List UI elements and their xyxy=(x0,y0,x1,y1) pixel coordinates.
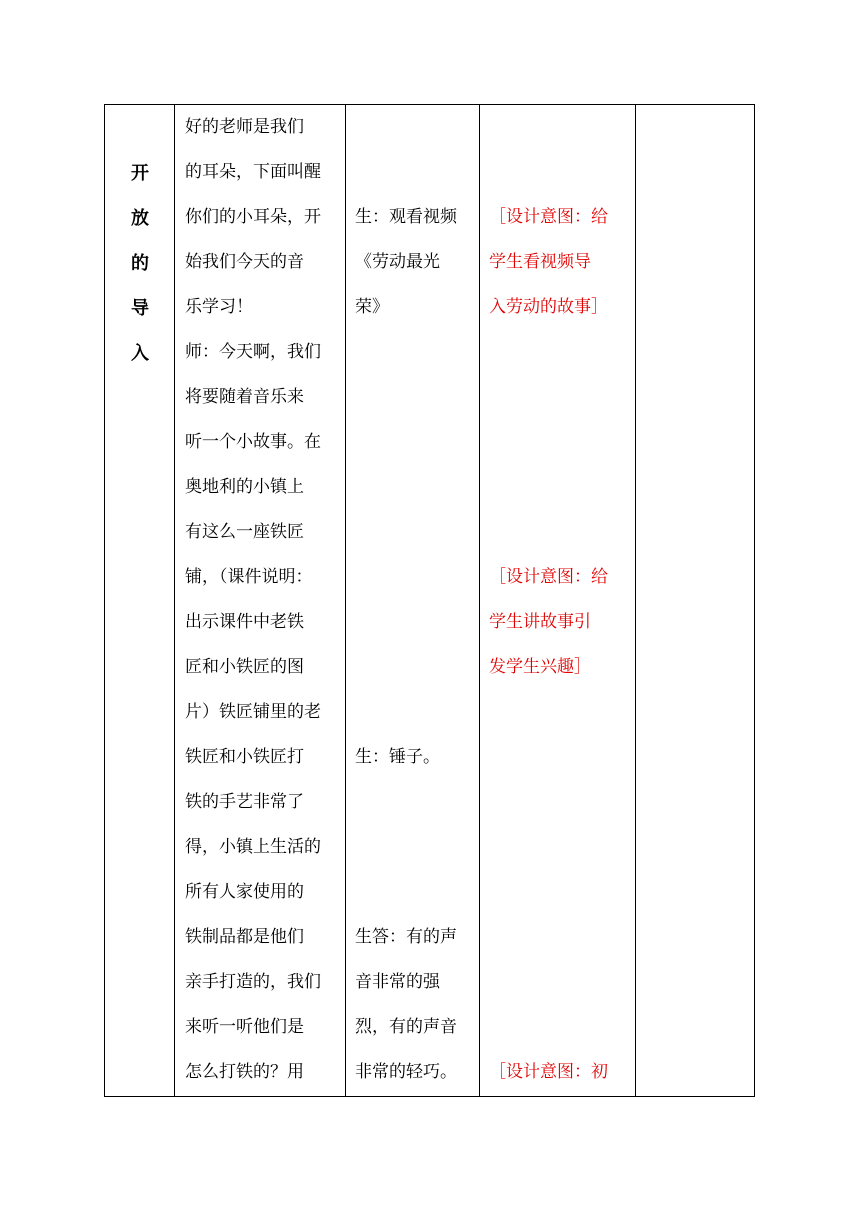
column-divider xyxy=(635,105,636,1096)
teacher-line: 怎么打铁的？用 xyxy=(185,1062,304,1082)
stage-char: 开 xyxy=(131,163,149,184)
student-line: 生：观看视频 xyxy=(355,207,457,227)
lesson-table xyxy=(104,104,755,1097)
teacher-line: 片）铁匠铺里的老 xyxy=(185,702,321,722)
teacher-line: 乐学习！ xyxy=(185,297,253,317)
stage-char: 导 xyxy=(131,298,149,319)
teacher-line: 好的老师是我们 xyxy=(185,117,304,137)
design-line: ［设计意图：初 xyxy=(489,1062,608,1082)
teacher-activity xyxy=(185,105,345,1095)
stage-char: 放 xyxy=(131,208,149,229)
student-line: 《劳动最光 xyxy=(355,252,440,272)
student-line: 音非常的强 xyxy=(355,972,440,992)
teacher-line: 出示课件中老铁 xyxy=(185,612,304,632)
teacher-line: 铁的手艺非常了 xyxy=(185,792,304,812)
teacher-line: 得，小镇上生活的 xyxy=(185,837,321,857)
design-line: 发学生兴趣］ xyxy=(489,657,591,677)
teacher-line: 亲手打造的，我们 xyxy=(185,972,321,992)
design-block xyxy=(489,195,608,330)
teacher-line: 你们的小耳朵，开 xyxy=(185,207,321,227)
teacher-line: 铁制品都是他们 xyxy=(185,927,304,947)
teacher-line: 铁匠和小铁匠打 xyxy=(185,747,304,767)
design-block xyxy=(489,1050,608,1095)
student-line: 荣》 xyxy=(355,297,389,317)
stage-char: 的 xyxy=(131,253,149,274)
student-block xyxy=(355,195,457,330)
teacher-line: 有这么一座铁匠 xyxy=(185,522,304,542)
design-line: ［设计意图：给 xyxy=(489,207,608,227)
column-divider xyxy=(479,105,480,1096)
teacher-line: 听一个小故事。在 xyxy=(185,432,321,452)
design-line: 入劳动的故事］ xyxy=(489,297,608,317)
design-line: ［设计意图：给 xyxy=(489,567,608,587)
design-line: 学生讲故事引 xyxy=(489,612,591,632)
student-line: 烈，有的声音 xyxy=(355,1017,457,1037)
stage-char: 入 xyxy=(131,343,149,364)
teacher-line: 师：今天啊，我们 xyxy=(185,342,321,362)
student-line: 非常的轻巧。 xyxy=(355,1062,457,1082)
teacher-line: 将要随着音乐来 xyxy=(185,387,304,407)
student-block xyxy=(355,915,457,1095)
teacher-line: 铺，（课件说明： xyxy=(185,567,313,587)
stage-label xyxy=(105,151,175,376)
design-block xyxy=(489,555,608,690)
student-line: 生答：有的声 xyxy=(355,927,457,947)
teacher-line: 的耳朵，下面叫醒 xyxy=(185,162,321,182)
teacher-line: 来听一听他们是 xyxy=(185,1017,304,1037)
design-line: 学生看视频导 xyxy=(489,252,591,272)
student-block xyxy=(355,735,440,780)
teacher-line: 匠和小铁匠的图 xyxy=(185,657,304,677)
teacher-line: 所有人家使用的 xyxy=(185,882,304,902)
teacher-line: 奥地利的小镇上 xyxy=(185,477,304,497)
teacher-line: 始我们今天的音 xyxy=(185,252,304,272)
student-line: 生：锤子。 xyxy=(355,747,440,767)
column-divider xyxy=(345,105,346,1096)
